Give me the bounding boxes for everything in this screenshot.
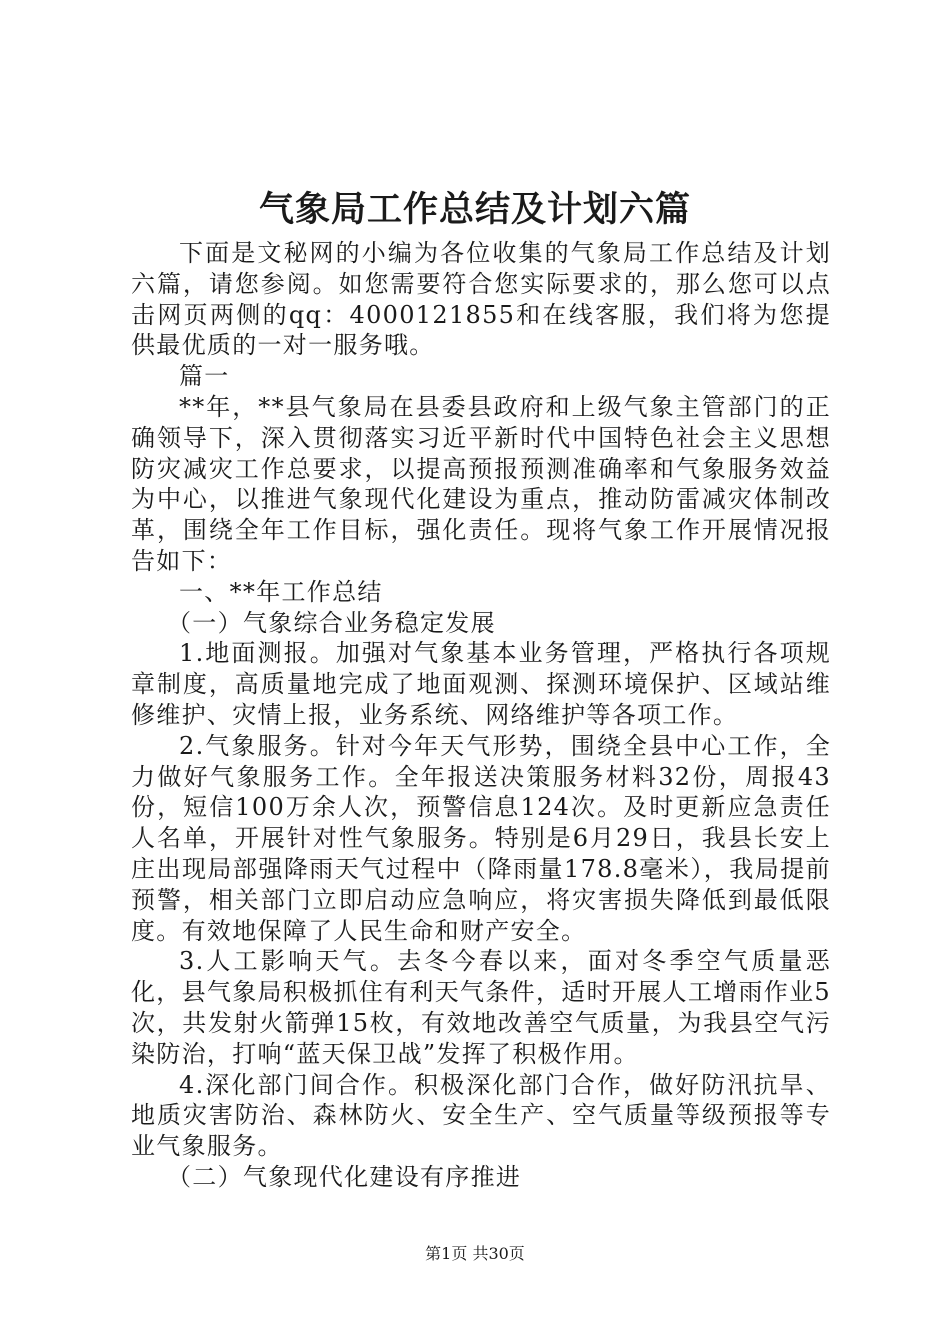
body-paragraph: （一）气象综合业务稳定发展	[167, 608, 496, 637]
body-paragraph: 一、**年工作总结	[179, 577, 383, 606]
body-paragraph: 篇一	[179, 362, 230, 391]
page-footer: 第1页 共30页	[425, 1244, 525, 1263]
body-paragraph: 1.地面测报。加强对气象基本业务管理，严格执行各项规章制度，高质量地完成了地面观测、探测环境保护、区域站维修维护、灾情上报，业务系统、网络维护等各项工作。	[131, 639, 831, 729]
document-title: 气象局工作总结及计划六篇	[258, 189, 691, 230]
body-paragraph: 3.人工影响天气。去冬今春以来，面对冬季空气质量恶化，县气象局积极抓住有利天气条件，适时开展人工增雨作业5次，共发射火箭弹15枚，有效地改善空气质量，为我县空气污染防治，打响“蓝天保卫战”发挥了积极作用。	[131, 947, 831, 1068]
body-paragraph: **年，**县气象局在县委县政府和上级气象主管部门的正确领导下，深入贯彻落实习近平新时代中国特色社会主义思想防灾减灾工作总要求，以提高预报预测准确率和气象服务效益为中心，以推进气象现代化建设为重点，推动防雷减灾体制改革，围绕全年工作目标，强化责任。现将气象工作开展情况报告如下：	[131, 392, 831, 575]
document-body	[131, 238, 831, 1193]
body-paragraph: 4.深化部门间合作。积极深化部门合作，做好防汛抗旱、地质灾害防治、森林防火、安全生产、空气质量等级预报等专业气象服务。	[131, 1070, 831, 1161]
body-paragraph: （二）气象现代化建设有序推进	[167, 1162, 522, 1191]
body-paragraph: 下面是文秘网的小编为各位收集的气象局工作总结及计划六篇，请您参阅。如您需要符合您实际要求的，那么您可以点击网页两侧的qq：4000121855和在线客服，我们将为您提供最优质的一对一服务哦。	[131, 239, 831, 360]
body-paragraph: 2.气象服务。针对今年天气形势，围绕全县中心工作，全力做好气象服务工作。全年报送决策服务材料32份，周报43份，短信100万余人次，预警信息124次。及时更新应急责任人名单，开展针对性气象服务。特别是6月29日，我县长安上庄出现局部强降雨天气过程中（降雨量178.8毫米），我局提前预警，相关部门立即启动应急响应，将灾害损失降低到最低限度。有效地保障了人民生命和财产安全。	[131, 731, 831, 945]
